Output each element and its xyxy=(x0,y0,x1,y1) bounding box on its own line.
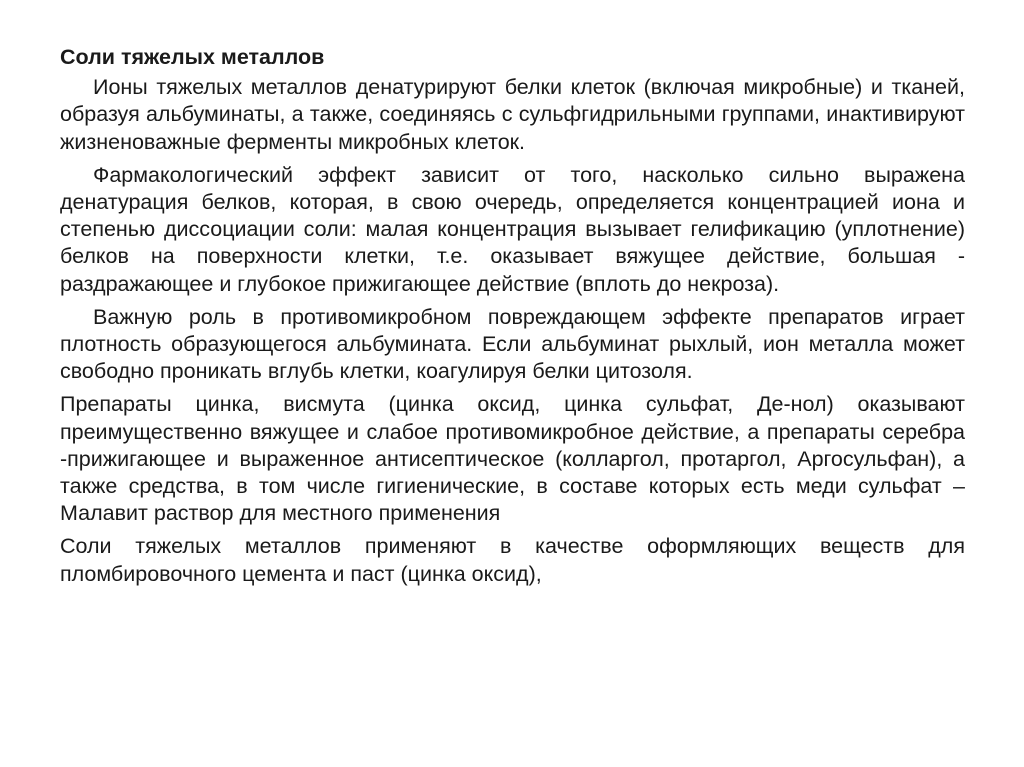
paragraph-pharmacological-effect: Фармакологический эффект зависит от того, насколько сильно выражена денатурация белков, которая, в свою очередь, определяется концентрацией иона и степенью диссоциации соли: малая концентрация вызывает гелификацию (уплотнение) белков на поверхности клетки, т.е. оказывает вяжущее действие, большая - раздражающее и глубокое прижигающее действие (вплоть до некроза). xyxy=(60,162,965,296)
page-title: Соли тяжелых металлов xyxy=(60,45,325,69)
paragraph-albuminates: Ионы тяжелых металлов денатурируют белки клеток (включая микробные) и тканей, образуя альбуминаты, а также, соединяясь с сульфгидрильными группами, инактивируют жизненоважные ферменты микробных клеток. xyxy=(60,75,965,154)
paragraph-uses: Соли тяжелых металлов применяют в качестве оформляющих веществ для пломбировочного цемента и паст (цинка оксид), xyxy=(60,534,965,586)
slide-content xyxy=(60,44,965,594)
paragraph-albuminate-density: Важную роль в противомикробном повреждающем эффекте препаратов играет плотность образующегося альбумината. Если альбуминат рыхлый, ион металла может свободно проникать вглубь клетки, коагулируя белки цитозоля. xyxy=(60,304,965,384)
paragraph-zinc-silver-preparations: Препараты цинка, висмута (цинка оксид, цинка сульфат, Де-нол) оказывают преимущественно вяжущее и слабое противомикробное действие, а препараты серебра -прижигающее и выраженное антисептическое (колларгол, протаргол, Аргосульфан), а также средства, в том числе гигиенические, в составе которых есть меди сульфат – Малавит раствор для местного применения xyxy=(60,392,965,526)
